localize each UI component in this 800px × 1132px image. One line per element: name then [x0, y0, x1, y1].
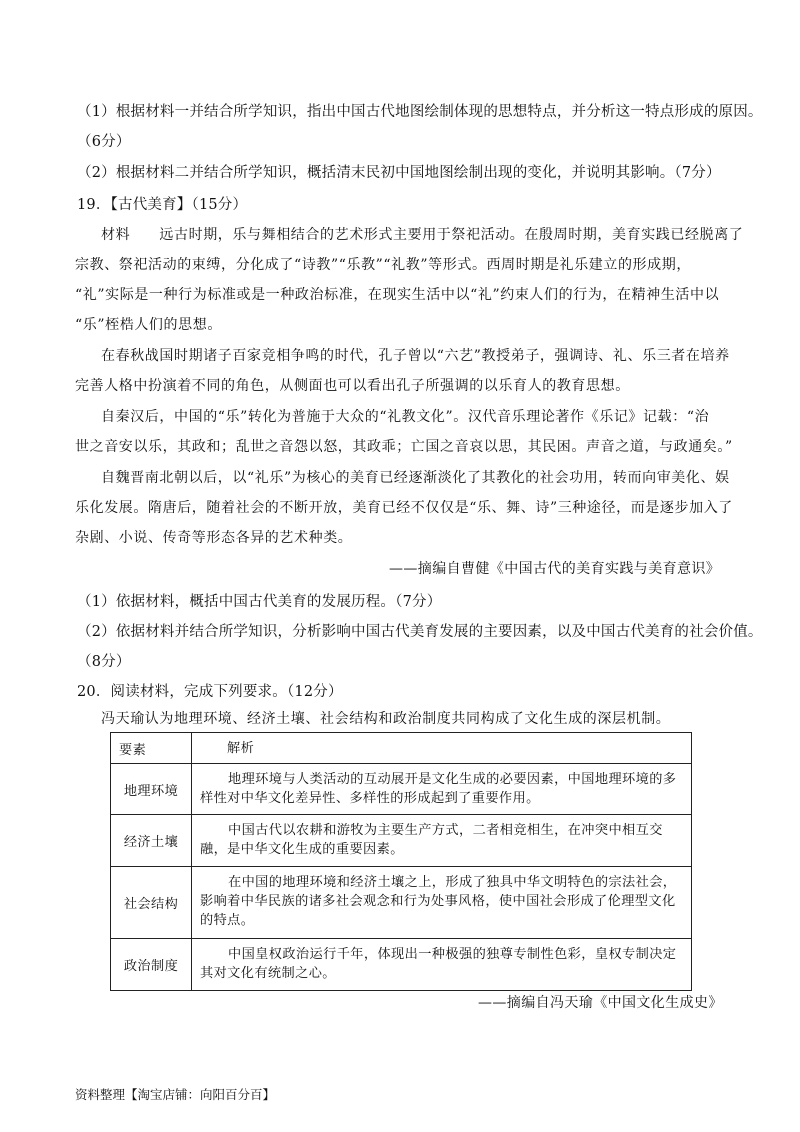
- material-line: 自魏晋南北朝以后，以“礼乐”为核心的美育已经逐渐淡化了其教化的社会功用，转而向审美化、娱: [101, 470, 730, 486]
- material-line: 乐化发展。隋唐后，随着社会的不断开放，美育已经不仅仅是“乐、舞、诗”三种途径，而是逐步加入了: [75, 500, 733, 516]
- table-row-key: 经济土壤: [111, 815, 192, 867]
- material-line: “乐”桎梏人们的思想。: [75, 317, 222, 333]
- q18-sub2: （2）根据材料二并结合所学知识，概括清末民初中国地图绘制出现的变化，并说明其影响。（7分）: [77, 165, 721, 181]
- table-row-key: 政治制度: [111, 939, 192, 991]
- q19-sub2-line2: （8分）: [77, 654, 131, 670]
- material-line: 宗教、祭祀活动的束缚，分化成了“诗教”“乐教”“礼教”等形式。西周时期是礼乐建立的形成期，: [75, 257, 691, 273]
- q20-intro: 冯天瑜认为地理环境、经济土壤、社会结构和政治制度共同构成了文化生成的深层机制。: [101, 711, 671, 727]
- table-row: [111, 815, 692, 867]
- material-line: “礼”实际是一种行为标准或是一种政治标准，在现实生活中以“礼”约束人们的行为，在精神生活中以: [75, 287, 720, 303]
- table-row-value-text: 地理环境与人类活动的互动展开是文化生成的必要因素，中国地理环境的多样性对中华文化差异性、多样性的形成起到了重要作用。: [200, 772, 677, 806]
- table-header-value: 解析: [192, 733, 692, 764]
- table-row: [111, 764, 692, 815]
- table-row-value: [192, 939, 692, 991]
- table-row: [111, 867, 692, 939]
- table-row-value: [192, 867, 692, 939]
- q19-heading: 19．【古代美育】（15分）: [77, 197, 248, 213]
- material-line: 材料 远古时期，乐与舞相结合的艺术形式主要用于祭祀活动。在殷周时期，美育实践已经脱离了: [101, 227, 744, 243]
- table-row: [111, 939, 692, 991]
- table-header-row: [111, 733, 692, 764]
- material-line: 完善人格中扮演着不同的角色，从侧面也可以看出孔子所强调的以乐育人的教育思想。: [75, 378, 630, 394]
- table-row-key: 地理环境: [111, 764, 192, 815]
- q18-sub1-line2: （6分）: [77, 134, 131, 150]
- q19-sub1: （1）依据材料，概括中国古代美育的发展历程。（7分）: [77, 594, 442, 610]
- page-footer: 资料整理【淘宝店铺：向阳百分百】: [75, 1087, 276, 1102]
- material-line: 杂剧、小说、传奇等形态各异的艺术种类。: [75, 530, 353, 546]
- culture-factors-table: [110, 732, 692, 991]
- q20-source: ——摘编自冯天瑜《中国文化生成史》: [478, 995, 723, 1011]
- material-line: 世之音安以乐，其政和；乱世之音怨以怒，其政乖；亡国之音哀以思，其民困。声音之道，与政通矣。”: [75, 439, 733, 455]
- table-row-value-text: 中国皇权政治运行千年，体现出一种极强的独尊专制性色彩，皇权专制决定其对文化有统制之心。: [200, 947, 677, 981]
- q19-source: ——摘编自曹健《中国古代的美育实践与美育意识》: [389, 561, 721, 577]
- table-header-key: 要素: [111, 733, 192, 764]
- table-row-value: [192, 815, 692, 867]
- q19-sub2-line1: （2）依据材料并结合所学知识，分析影响中国古代美育发展的主要因素，以及中国古代美育的社会价值。: [77, 624, 763, 640]
- table-row-key: 社会结构: [111, 867, 192, 939]
- q20-heading: 20．阅读材料，完成下列要求。（12分）: [77, 684, 343, 700]
- table-row-value-text: 中国古代以农耕和游牧为主要生产方式，二者相竞相生，在冲突中相互交融，是中华文化生成的重要因素。: [200, 823, 663, 857]
- material-line: 自秦汉后，中国的“乐”转化为普施于大众的“礼教文化”。汉代音乐理论著作《乐记》记载：“治: [101, 409, 710, 425]
- q18-sub1-line1: （1）根据材料一并结合所学知识，指出中国古代地图绘制体现的思想特点，并分析这一特点形成的原因。: [77, 104, 763, 120]
- material-line: 在春秋战国时期诸子百家竞相争鸣的时代，孔子曾以“六艺”教授弟子，强调诗、礼、乐三者在培养: [101, 348, 730, 364]
- table-row-value-text: 在中国的地理环境和经济土壤之上，形成了独具中华文明特色的宗法社会，影响着中华民族的诸多社会观念和行为处事风格，使中国社会形成了伦理型文化的特点。: [200, 875, 677, 928]
- table-row-value: [192, 764, 692, 815]
